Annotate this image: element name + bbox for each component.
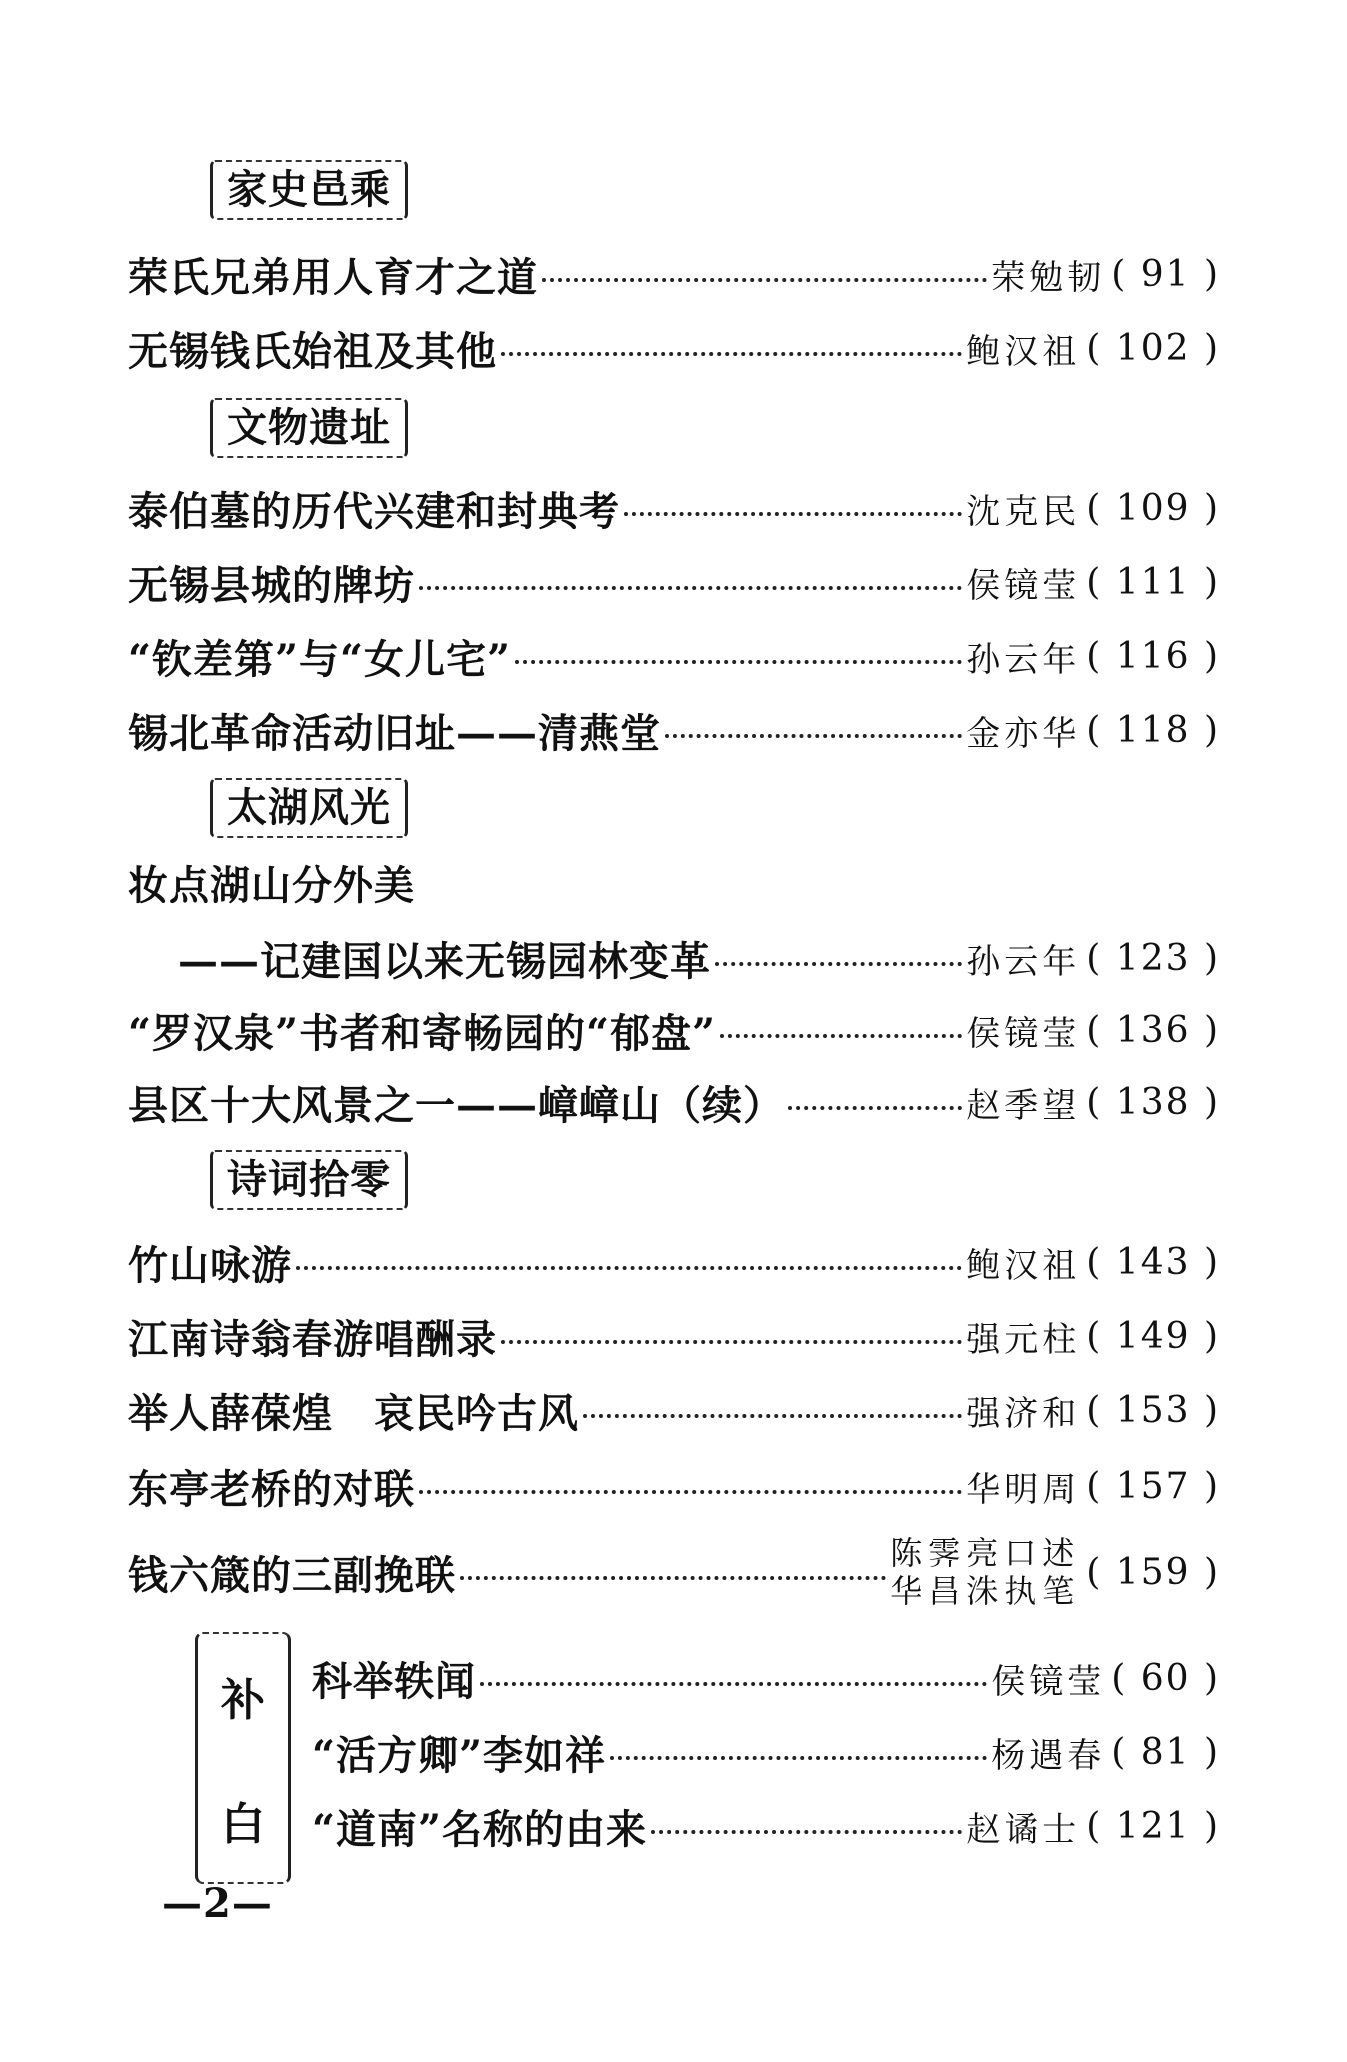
section-heading-family: 家史邑乘 <box>210 160 408 220</box>
leader-dots <box>665 734 962 738</box>
entry-author: 沈克民 <box>966 491 1081 532</box>
entry-page: ( 123 ) <box>1086 937 1220 979</box>
entry-author: 荣勉韧 <box>991 257 1106 298</box>
supplement-label-bottom: 白 <box>221 1799 265 1850</box>
entry-page: ( 153 ) <box>1086 1389 1220 1431</box>
entry-author-narrator: 陈霁亮口述 <box>890 1534 1081 1572</box>
leader-dots <box>715 962 962 966</box>
entry-page: ( 149 ) <box>1086 1315 1220 1357</box>
leader-dots <box>542 278 987 282</box>
toc-entry[interactable] <box>128 552 1220 612</box>
toc-entry[interactable] <box>312 1648 1220 1708</box>
entry-page: ( 136 ) <box>1086 1009 1220 1051</box>
entry-title: “罗汉泉”书者和寄畅园的“郁盘” <box>128 1009 717 1057</box>
leader-dots <box>501 352 962 356</box>
leader-dots <box>501 1340 962 1344</box>
toc-entry[interactable] <box>312 1722 1220 1782</box>
leader-dots <box>610 1756 987 1760</box>
entry-page: ( 118 ) <box>1086 709 1220 751</box>
entry-title: 县区十大风景之一——嶂嶂山（续） <box>128 1081 784 1129</box>
entry-author: 孙云年 <box>966 941 1081 982</box>
leader-dots <box>624 512 962 516</box>
entry-title: “道南”名称的由来 <box>312 1805 648 1853</box>
toc-entry[interactable] <box>128 1530 1220 1614</box>
entry-author: 强元柱 <box>966 1319 1081 1360</box>
entry-author: 侯镜莹 <box>991 1661 1106 1702</box>
entry-title: 举人薛葆煌 哀民吟古风 <box>128 1389 579 1437</box>
leader-dots <box>460 1576 886 1580</box>
entry-page: ( 138 ) <box>1086 1081 1220 1123</box>
toc-entry[interactable] <box>128 626 1220 686</box>
toc-entry[interactable] <box>128 1380 1220 1440</box>
entry-page: ( 91 ) <box>1111 253 1220 295</box>
entry-author: 鲍汉祖 <box>966 1245 1081 1286</box>
entry-author: 孙云年 <box>966 639 1081 680</box>
entry-title-line[interactable]: 妆点湖山分外美 <box>128 862 415 909</box>
entry-page: ( 102 ) <box>1086 327 1220 369</box>
entry-title: “钦差第”与“女儿宅” <box>128 635 512 683</box>
section-heading-taihu: 太湖风光 <box>210 778 408 838</box>
entry-title: “活方卿”李如祥 <box>312 1731 607 1779</box>
page-number: —2— <box>162 1880 273 1927</box>
toc-entry[interactable] <box>128 1072 1220 1132</box>
supplement-label-top: 补 <box>221 1675 265 1726</box>
toc-entry[interactable] <box>128 700 1220 760</box>
entry-author: 强济和 <box>966 1393 1081 1434</box>
toc-entry[interactable] <box>128 1232 1220 1292</box>
toc-entry[interactable] <box>128 1456 1220 1516</box>
entry-page: ( 111 ) <box>1086 561 1220 603</box>
entry-title: 无锡钱氏始祖及其他 <box>128 327 497 375</box>
entry-title: 锡北革命活动旧址——清燕堂 <box>128 709 661 757</box>
entry-subtitle: ——记建国以来无锡园林变革 <box>178 937 711 985</box>
entry-page: ( 143 ) <box>1086 1241 1220 1283</box>
toc-entry[interactable] <box>128 244 1220 304</box>
entry-title: 无锡县城的牌坊 <box>128 561 415 609</box>
toc-entry[interactable] <box>128 478 1220 538</box>
entry-page: ( 121 ) <box>1086 1805 1220 1847</box>
entry-author: 赵谲士 <box>966 1809 1081 1850</box>
entry-title: 钱六箴的三副挽联 <box>128 1551 456 1599</box>
entry-page: ( 60 ) <box>1111 1657 1220 1699</box>
entry-author: 侯镜莹 <box>966 1013 1081 1054</box>
leader-dots <box>651 1830 962 1834</box>
entry-title: 江南诗翁春游唱酬录 <box>128 1315 497 1363</box>
section-heading-relics: 文物遗址 <box>210 398 408 458</box>
toc-entry[interactable] <box>178 928 1220 988</box>
entry-author: 鲍汉祖 <box>966 331 1081 372</box>
toc-entry[interactable] <box>128 1306 1220 1366</box>
toc-entry[interactable] <box>128 1000 1220 1060</box>
entry-page: ( 157 ) <box>1086 1465 1220 1507</box>
entry-title: 荣氏兄弟用人育才之道 <box>128 253 538 301</box>
toc-entry[interactable] <box>128 318 1220 378</box>
toc-entry[interactable] <box>312 1796 1220 1856</box>
entry-author: 金亦华 <box>966 713 1081 754</box>
leader-dots <box>583 1414 962 1418</box>
leader-dots <box>480 1682 987 1686</box>
section-heading-poetry: 诗词拾零 <box>210 1150 408 1210</box>
entry-author: 侯镜莹 <box>966 565 1081 606</box>
entry-author: 杨遇春 <box>991 1735 1106 1776</box>
leader-dots <box>296 1266 962 1270</box>
leader-dots <box>788 1106 962 1110</box>
entry-page: ( 109 ) <box>1086 487 1220 529</box>
entry-page: ( 159 ) <box>1086 1551 1220 1593</box>
entry-author: 赵季望 <box>966 1085 1081 1126</box>
leader-dots <box>419 1490 962 1494</box>
entry-title: 泰伯墓的历代兴建和封典考 <box>128 487 620 535</box>
entry-title: 东亭老桥的对联 <box>128 1465 415 1513</box>
entry-author: 华明周 <box>966 1469 1081 1510</box>
leader-dots <box>720 1034 962 1038</box>
supplement-label-box <box>195 1632 291 1884</box>
entry-author-writer: 华昌洙执笔 <box>890 1572 1081 1610</box>
leader-dots <box>515 660 962 664</box>
entry-authors <box>890 1534 1080 1610</box>
entry-page: ( 81 ) <box>1111 1731 1220 1773</box>
entry-title: 科举轶闻 <box>312 1657 476 1705</box>
entry-page: ( 116 ) <box>1086 635 1220 677</box>
entry-title: 竹山咏游 <box>128 1241 292 1289</box>
leader-dots <box>419 586 962 590</box>
